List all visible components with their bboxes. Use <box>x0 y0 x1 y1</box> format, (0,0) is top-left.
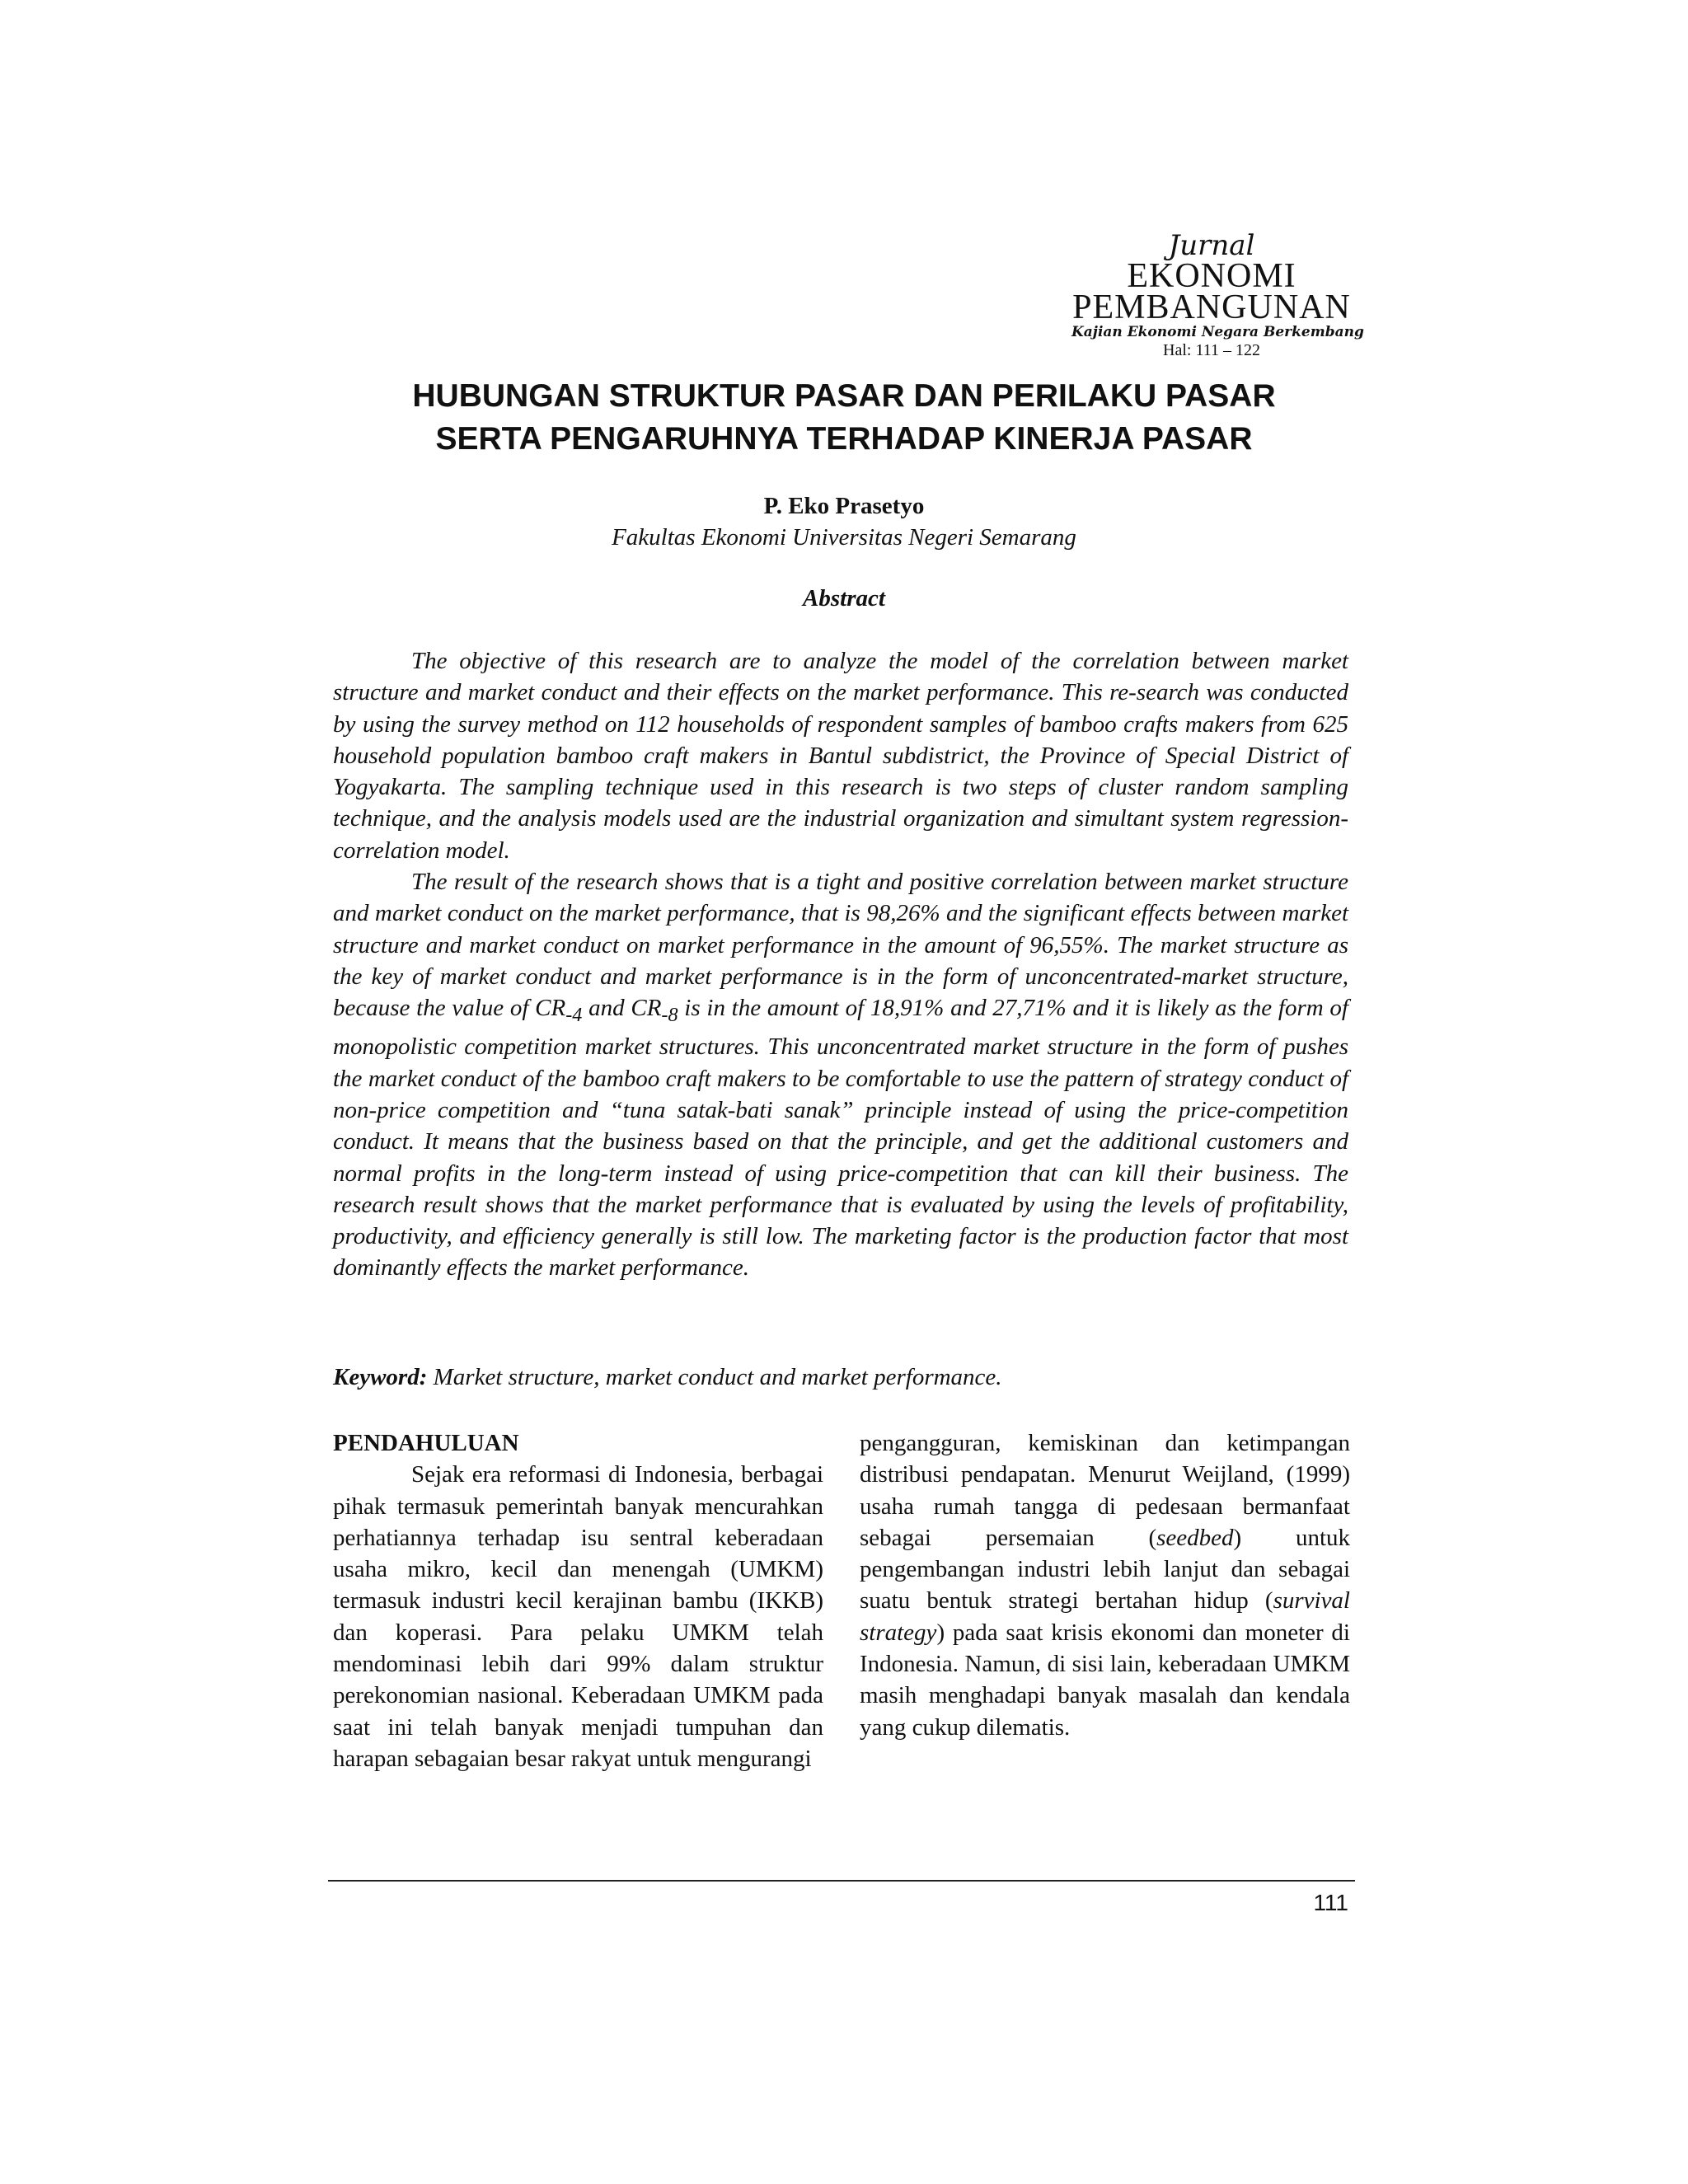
abstract-text-segment: is in the amount of 18,91% and 27,71% and it is likely as the form of monopolistic competition market structures. This unconcentrated market structure in the form of pushes the market conduct of the bamboo craft makers to be comfortable to use the pattern of strategy conduct of non-price competition and “tuna satak-bati sanak” principle instead of using the price-competition conduct. It means that the business based on that the principle, and get the additional customers and normal profits in the long-term instead of using price-competition that can kill their business. The research result shows that the market performance that is evaluated by using the levels of profitability, productivity, and efficiency generally is still low. The marketing factor is the production factor that most dominantly effects the market performance. <box>333 995 1348 1282</box>
body-text-segment: pengangguran, kemiskinan dan ketimpangan distribusi pendapatan. Menurut Weijland, (1999) usaha rumah tangga di pedesaan bermanfaat sebagai persemaian ( <box>860 1430 1350 1551</box>
intro-paragraph-right <box>860 1427 1350 1743</box>
abstract-paragraph-2 <box>333 866 1348 1284</box>
keywords-text: Market structure, market conduct and market performance. <box>427 1364 1002 1390</box>
cr4-subscript: -4 <box>565 1004 583 1027</box>
journal-name-line2: PEMBANGUNAN <box>1072 288 1351 326</box>
body-text-segment: ) pada saat krisis ekonomi dan moneter di Indonesia. Namun, di sisi lain, keberadaan UMKM masih menghadapi banyak masalah dan kendala yang cukup dilematis. <box>860 1619 1350 1741</box>
journal-script-label: Jurnal <box>1168 229 1255 262</box>
italic-term-survival-strategy: survival strategy <box>860 1587 1350 1646</box>
paper-title-line2: SERTA PENGARUHNYA TERHADAP KINERJA PASAR <box>435 421 1253 457</box>
keywords <box>333 1361 1348 1393</box>
italic-term-seedbed: seedbed <box>1156 1524 1234 1551</box>
keywords-label: Keyword: <box>333 1364 428 1390</box>
section-heading: PENDAHULUAN <box>333 1430 519 1456</box>
author-name: P. Eko Prasetyo <box>763 493 925 519</box>
body-column-left <box>333 1427 823 1774</box>
abstract-heading: Abstract <box>803 585 885 612</box>
footer-rule <box>328 1880 1355 1882</box>
page-number: 111 <box>1313 1890 1348 1915</box>
abstract-body <box>333 645 1348 1284</box>
journal-logo <box>1071 229 1364 359</box>
body-column-right <box>860 1427 1350 1743</box>
abstract-text-segment: and CR <box>582 995 662 1022</box>
intro-paragraph-left: Sejak era reformasi di Indonesia, berbagai pihak termasuk pemerintah banyak mencurahkan perhatiannya terhadap isu sentral keberadaan usaha mikro, kecil dan menengah (UMKM) termasuk industri kecil kerajinan bambu (IKKB) dan koperasi. Para pelaku UMKM telah mendominasi lebih dari 99% dalam struktur perekonomian nasional. Keberadaan UMKM pada saat ini telah banyak menjadi tumpuhan dan harapan sebagaian besar rakyat untuk mengurangi <box>333 1461 823 1772</box>
paper-title-line1: HUBUNGAN STRUKTUR PASAR DAN PERILAKU PASAR <box>412 378 1276 414</box>
journal-subtitle: Kajian Ekonomi Negara Berkembang <box>1071 324 1364 340</box>
cr8-subscript: -8 <box>661 1004 678 1027</box>
author-affiliation: Fakultas Ekonomi Universitas Negeri Semarang <box>612 524 1076 551</box>
journal-page-range: Hal: 111 – 122 <box>1163 341 1260 359</box>
abstract-text-segment: The result of the research shows that is a tight and positive correlation between market structure and market conduct on the market performance, that is 98,26% and the significant effects between market structure and market conduct on market performance in the amount of 96,55%. The market structure as the key of market conduct and market performance is in the form of unconcentrated-market structure, because the value of CR <box>333 869 1348 1022</box>
abstract-paragraph-1: The objective of this research are to analyze the model of the correlation between market structure and market conduct and their effects on the market performance. This re-search was conducted by using the survey method on 112 households of respondent samples of bamboo crafts makers from 625 household population bamboo craft makers in Bantul subdistrict, the Province of Special District of Yogyakarta. The sampling technique used in this research is two steps of cluster random sampling technique, and the analysis models used are the industrial organization and simultant system regression-correlation model. <box>333 648 1348 864</box>
paper-title <box>330 375 1358 461</box>
body-text-segment: ) untuk pengembangan industri lebih lanjut dan sebagai suatu bentuk strategi bertahan hidup ( <box>860 1524 1350 1615</box>
journal-name-line1: EKONOMI <box>1127 257 1296 295</box>
